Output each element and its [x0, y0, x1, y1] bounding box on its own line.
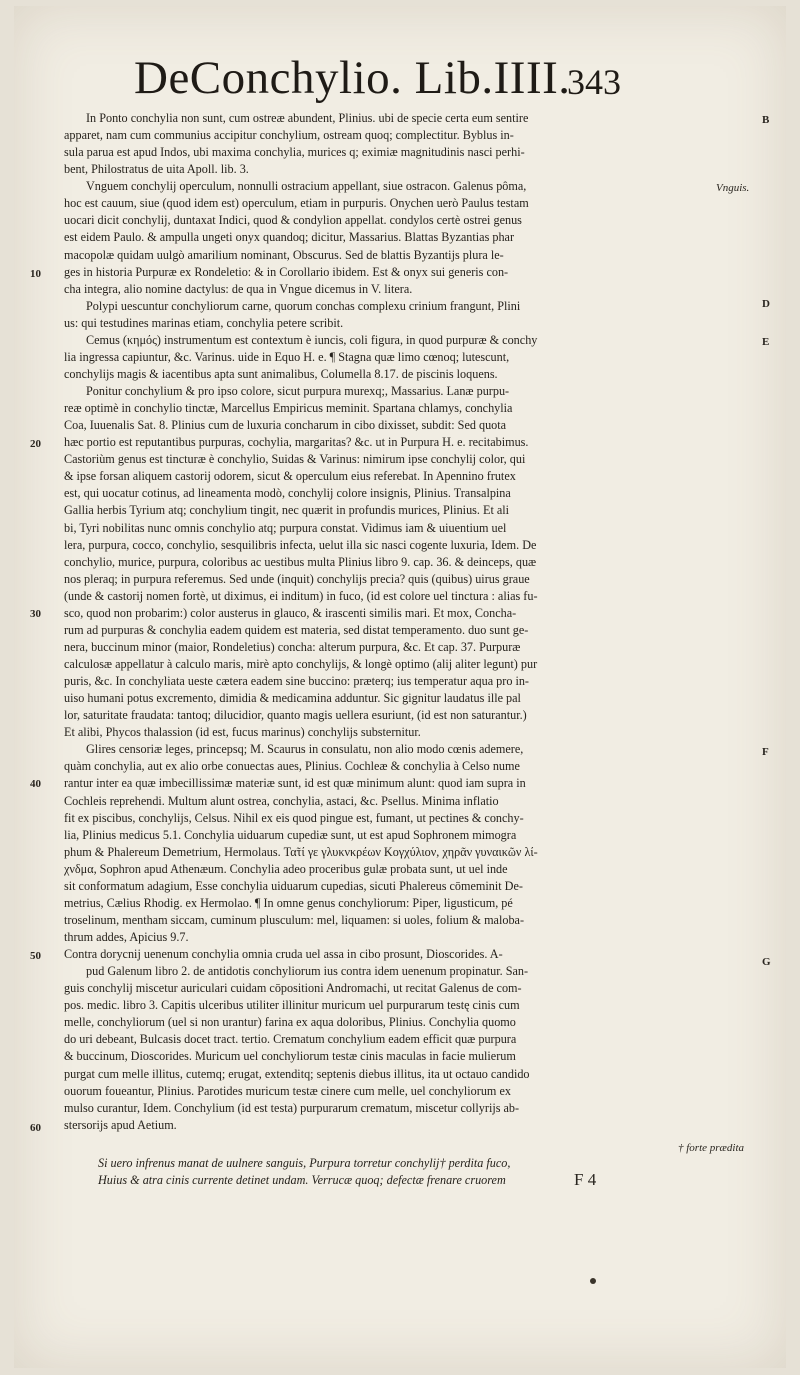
margin-letter-g: G: [762, 956, 771, 968]
text-line: uocari dicit conchylij, duntaxat Indici, quod & condylion appellat. condylos certè ostrei genus: [64, 213, 522, 228]
text-line: lera, purpura, cocco, conchylio, sesquilibris infecta, uelut illa sic nasci cogente luxuria, Idem. De: [64, 537, 537, 552]
text-line: In Ponto conchylia non sunt, cum ostreæ abundent, Plinius. ubi de specie certa eum sentire: [86, 111, 529, 125]
text-line: mulso curantur, Idem. Conchylium (id est testa) purpurarum crematum, miscetur collyrijs ab-: [64, 1100, 520, 1115]
text-line: est, qui uocatur cotinus, ad lineamenta modò, conchylij colore insignis, Plinius. Transalpina: [64, 486, 511, 501]
text-line: thrum addes, Apicius 9.7.: [64, 930, 189, 944]
text-line: est eidem Paulo. & ampulla ungeti onyx quandoq; dicitur, Massarius. Blattas Byzantias phar: [64, 230, 515, 245]
verse-line: Si uero infrenus manat de uulnere sanguis, Purpura torretur conchylij† perdita fuco,: [98, 1155, 511, 1170]
text-line: nera, buccinum minor (maior, Rondeletius) concha: alterum purpura, &c. Et cap. 37. Purpuræ: [64, 639, 521, 654]
margin-line-number-40: 40: [30, 778, 41, 790]
text-line: Ponitur conchylium & pro ipso colore, sicut purpura murexq;, Massarius. Lanæ purpu-: [86, 384, 510, 398]
text-line: hæc portio est reputantibus purpuras, cochylia, margaritas? &c. ut in Purpura H. e. recitabimus.: [64, 435, 529, 450]
text-line: conchylio, murice, purpura, coloribus ac uestibus multa Plinius libro 9. cap. 36. & deinceps, quæ: [64, 554, 537, 569]
text-line: (unde & castorij nomen fortè, ut diximus, ei inditum) in fuco, (id est colore uel tinctura : alias fu-: [64, 588, 538, 603]
text-line: [64, 1134, 664, 1151]
text-line: lor, saturitate fraudata: tantoq; dilucidior, quanto magis uellera esuriunt, (id est non saturantur.): [64, 708, 527, 723]
text-line: χνδμα, Sophron apud Athenæum. Conchylia adeo proceribus gulæ probata sunt, ut uel inde: [64, 861, 508, 876]
margin-letter-d: D: [762, 298, 770, 310]
text-line: lia, Plinius medicus 5.1. Conchylia uiduarum cupediæ sunt, ut est apud Sophronem mimogra: [64, 827, 517, 842]
text-line: pos. medic. libro 3. Capitis ulceribus utiliter illinitur muricum uel purpurarum testę cinis cum: [64, 998, 520, 1013]
text-line: sco, quod non probarim:) color austerus in glauco, & irascenti similis mari. Et mox, Concha-: [64, 605, 517, 620]
text-line: Coa, Iuuenalis Sat. 8. Plinius cum de luxuria concharum in cibo dixisset, subdit: Sed quota: [64, 418, 507, 433]
text-line: quàm conchylia, aut ex alio orbe conuectas aues, Plinius. Cochleæ & conchylia à Celso nume: [64, 759, 520, 774]
text-line: fit ex piscibus, conchylijs, Celsus. Nihil ex eis quod pingue est, fumant, ut pectines & conchy-: [64, 810, 524, 825]
margin-line-number-30: 30: [30, 608, 41, 620]
signature-mark: F 4: [574, 1170, 597, 1189]
text-line: guis conchylij miscetur auriculari cuidam cōpositioni Andromachi, ut recitat Galenus de com-: [64, 981, 522, 996]
text-line: lia ingressa capiuntur, &c. Varinus. uide in Equo H. e. ¶ Stagna quæ limo cœnoq; lutescunt,: [64, 349, 510, 364]
text-line: uiso humani potus excremento, dimidia & medicamina adduntur. Sic gignitur laudatus ille pal: [64, 691, 521, 706]
text-line: rum ad purpuras & conchylia eadem quidem est materia, sed distat temperamento. duo sunt ge-: [64, 622, 529, 637]
text-line: conchylijs magis & iacentibus apta sunt animalibus, Columella 8.17. de piscinis loquens.: [64, 366, 498, 381]
ink-dot: [590, 1278, 596, 1284]
margin-line-number-60: 60: [30, 1122, 41, 1134]
text-line: purgat cum melle illitus, cutemq; erugat, extenditq; septenis diebus illitus, ita ut octauo candido: [64, 1066, 530, 1081]
margin-line-number-20: 20: [30, 438, 41, 450]
text-line: & ipse forsan aliquem castorij odorem, sicut & operculum eius referebat. In Apennino frutex: [64, 469, 516, 484]
margin-letter-e: E: [762, 336, 770, 348]
text-line: troselinum, mentham siccam, cuminum plusculum: mel, liquamen: si uoles, folium & maloba-: [64, 912, 525, 927]
text-line: reæ optimè in conchylio tinctæ, Marcellus Empiricus meminit. Spartana chlamys, conchylia: [64, 401, 513, 416]
text-line: do uri debeant, Bulcasis docet tract. tertio. Crematum conchylium eadem efficit quæ purpura: [64, 1032, 517, 1047]
verse-line: Huius & atra cinis currente detinet undam. Verrucæ quoq; defectæ frenare cruorem: [98, 1172, 506, 1187]
text-line: rantur inter ea quæ imbecillissimæ materiæ sunt, id est quæ minimum alunt: quod iam supra in: [64, 776, 526, 791]
text-line: Castoriùm genus est tincturæ è conchylio, Suidas & Varinus: nimirum ipse conchylij color, qui: [64, 452, 526, 467]
text-line: stersorijs apud Aetium.: [64, 1117, 177, 1132]
page-header: [134, 50, 654, 106]
text-line: Et alibi, Phycos thalassion (id est, fucus marinus) conchylijs substernitur.: [64, 725, 421, 740]
text-line: melle, conchyliorum (uel si non urantur) farina ex aqua doloribus, Plinius. Conchylia quomo: [64, 1015, 516, 1030]
text-line: sula parua est apud Indos, ubi maxima conchylia, murices q; eximiæ magnitudinis nasci perhi-: [64, 145, 525, 160]
text-line: Glires censoriæ leges, princepsq; M. Scaurus in consulatu, non alio modo cœnis ademere,: [86, 742, 524, 757]
running-head: DeConchylio. Lib.IIII.: [134, 52, 571, 104]
text-line: puris, &c. In conchyliata ueste cætera eadem sine buccino: præterq; ius temperatur aqua pro in-: [64, 674, 529, 689]
margin-line-number-50: 50: [30, 950, 41, 962]
text-line: Cochleis reprehendi. Multum alunt ostrea, conchylia, astaci, &c. Psellus. Minima inflatio: [64, 793, 499, 808]
text-line: pud Galenum libro 2. de antidotis conchyliorum ius contra idem uenenum propinatur. San-: [86, 964, 529, 979]
text-line: hoc est cauum, siue (quod idem est) operculum, etiam in purpuris. Onychen uerò Paulus testam: [64, 196, 529, 211]
text-line: us: qui testudines marinas etiam, conchylia petere scribit.: [64, 315, 344, 330]
text-line: calculosæ appellatur à calculo maris, mirè apto conchylijs, & longè optimo (alij aliter legunt) pur: [64, 657, 538, 671]
margin-note-forte-praedita: † forte prædita: [678, 1142, 745, 1154]
margin-note-vnguis: Vnguis.: [716, 182, 750, 194]
text-line: Contra dorycnij uenenum conchylia omnia cruda uel assa in cibo prosunt, Dioscorides. A-: [64, 947, 503, 962]
text-body: [64, 110, 664, 1189]
margin-line-number-10: 10: [30, 268, 41, 280]
text-line: & buccinum, Dioscorides. Muricum uel conchyliorum testæ cinis maculas in facie mulierum: [64, 1049, 516, 1064]
text-line: bent, Philostratus de uita Apoll. lib. 3.: [64, 162, 249, 177]
margin-letter-b: B: [762, 114, 770, 126]
book-page: [14, 6, 786, 1368]
margin-letter-f: F: [762, 746, 769, 758]
text-line: apparet, nam cum communius accipitur conchylium, ostream quoq; complectitur. Byblus in-: [64, 128, 514, 143]
page-number: 343: [567, 62, 621, 102]
text-line: cha integra, alio nomine dactylus: de qua in Vngue dicemus in V. litera.: [64, 281, 413, 296]
text-line: Gallia herbis Tyrium atq; conchylium tingit, nec quærit in profundis murices, Plinius. Et ali: [64, 503, 510, 518]
text-line: bi, Tyri nobilitas nunc omnis conchylio atq; purpura constat. Vidimus iam & uiuentium uel: [64, 520, 507, 535]
text-line: macopolæ quidam uulgò amarilium nominant, Obscurus. Sed de blattis Byzantijs plura le-: [64, 247, 504, 262]
text-line: ouorum foueantur, Plinius. Parotides muricum testæ cinere cum melle, uel conchyliorum ex: [64, 1083, 511, 1098]
text-line: Cemus (κημός) instrumentum est contextum è iuncis, coli figura, in quod purpuræ & conchy: [86, 332, 538, 347]
text-line: nos pleraq; in purpura referemus. Sed unde (inquit) conchylijs precia? quis (quibus) uirus graue: [64, 571, 530, 586]
text-line: Vnguem conchylij operculum, nonnulli ostracium appellant, siue ostracon. Galenus pôma,: [86, 179, 527, 194]
text-line: phum & Phalereum Demetrium, Hermolaus. Τα̃τί γε γλυκνκρέων Κογχύλιον, χηρᾶν γυναικῶν λί-: [64, 844, 538, 859]
text-line: sit conformatum adagium, Esse conchylia uiduarum cupedias, sicuti Phalereus cōmeminit De-: [64, 878, 523, 893]
text-line: metrius, Cælius Rhodig. ex Hermolao. ¶ In omne genus conchyliorum: Piper, ligusticum, pé: [64, 895, 513, 910]
text-line: ges in historia Purpuræ ex Rondeletio: & in Corollario ibidem. Est & onyx sui generis con-: [64, 264, 509, 279]
text-line: Polypi uescuntur conchyliorum carne, quorum conchas complexu crinium frangunt, Plini: [86, 298, 521, 313]
